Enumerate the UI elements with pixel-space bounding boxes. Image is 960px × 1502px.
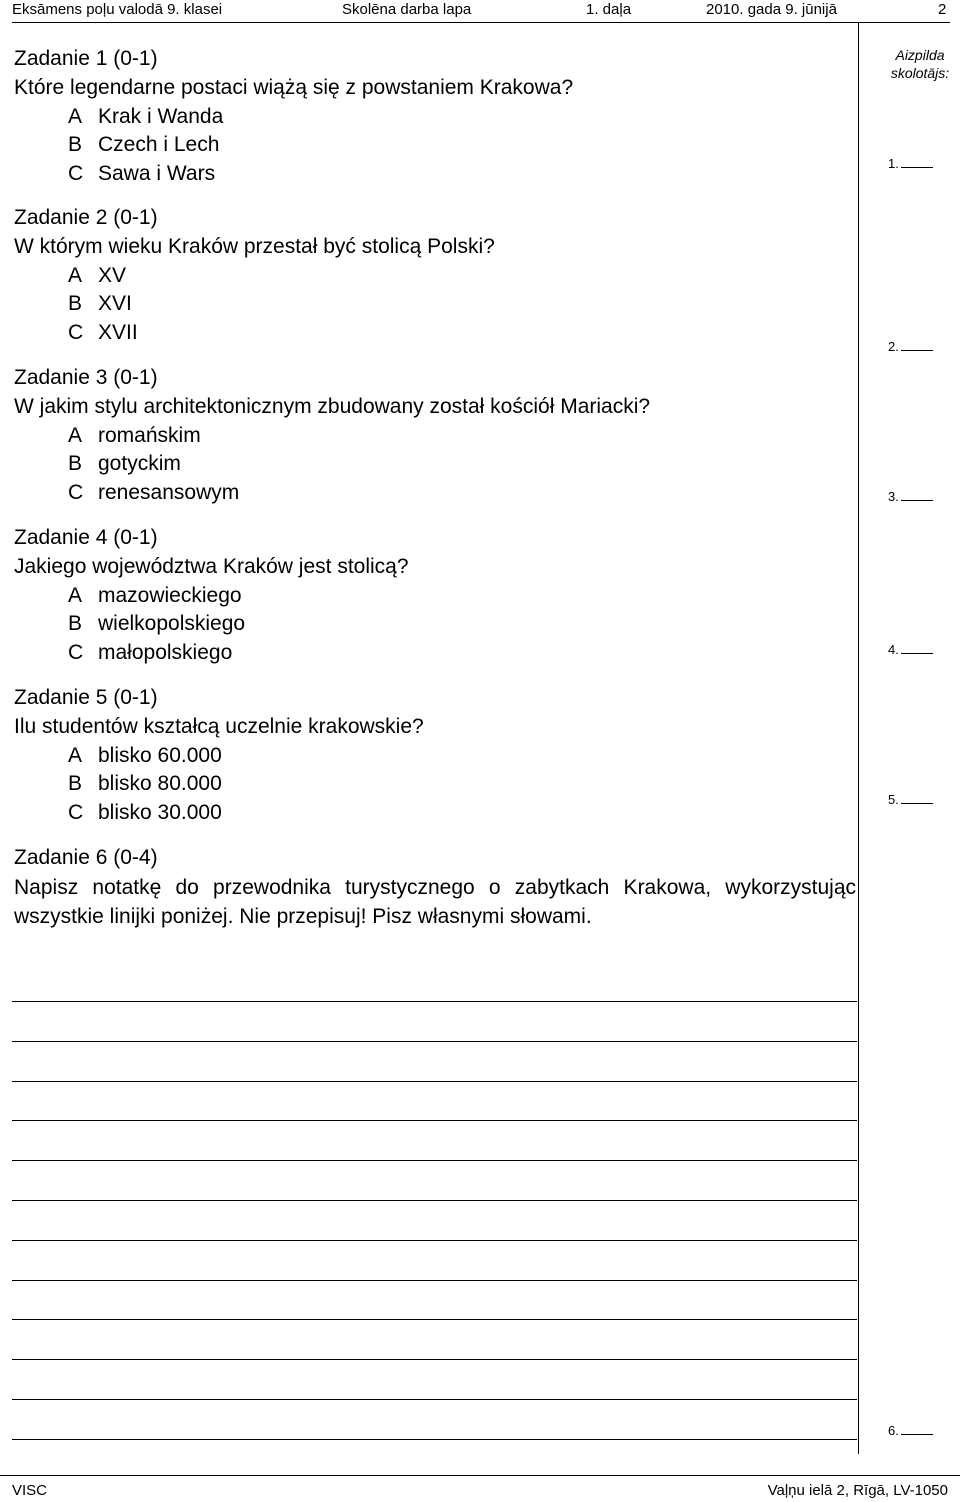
task-question: Jakiego województwa Kraków jest stolicą? [14, 554, 409, 578]
score-slot-5[interactable] [888, 792, 933, 807]
writing-line[interactable] [12, 1041, 857, 1042]
answer-options [68, 103, 858, 189]
task-points: (0-1) [113, 686, 158, 709]
answer-options [68, 582, 858, 668]
task-title [14, 204, 858, 233]
answer-option-b[interactable] [68, 131, 858, 160]
option-letter: B [68, 133, 83, 157]
task-title-label: Zadanie 1 [14, 47, 108, 70]
task-2 [14, 204, 858, 348]
task-points: (0-1) [113, 366, 158, 389]
page-number: 2 [938, 1, 947, 18]
score-slot-1[interactable] [888, 156, 933, 171]
option-letter: C [68, 162, 84, 186]
option-letter: A [68, 423, 83, 447]
answer-option-b[interactable] [68, 610, 858, 639]
score-slot-3[interactable] [888, 489, 933, 504]
score-blank [901, 166, 933, 168]
score-blank [901, 652, 933, 654]
option-text: blisko 30.000 [98, 801, 222, 825]
writing-line[interactable] [12, 1319, 857, 1320]
grader-column-title [870, 46, 960, 82]
option-text: renesansowym [98, 481, 240, 505]
option-text: XVI [98, 292, 132, 316]
answer-option-a[interactable] [68, 742, 858, 771]
task-points: (0-4) [113, 846, 158, 869]
exam-date: 2010. gada 9. jūnijā [706, 1, 837, 18]
option-letter: B [68, 612, 83, 636]
writing-line[interactable] [12, 1200, 857, 1201]
option-text: Czech i Lech [98, 133, 220, 157]
task-points: (0-1) [113, 47, 158, 70]
task-3 [14, 364, 858, 508]
task-title [14, 45, 858, 74]
score-blank [901, 1433, 933, 1435]
writing-line[interactable] [12, 1280, 857, 1281]
task-points: (0-1) [113, 526, 158, 549]
option-text: wielkopolskiego [98, 612, 246, 636]
writing-line[interactable] [12, 1160, 857, 1161]
writing-line[interactable] [12, 1359, 857, 1360]
answer-option-c[interactable] [68, 160, 858, 189]
option-letter: A [68, 583, 83, 607]
task-title-label: Zadanie 4 [14, 526, 108, 549]
option-text: blisko 60.000 [98, 743, 222, 767]
task-6-instruction: Napisz notatkę do przewodnika turystycznego o zabytkach Krakowa, wykorzystując wszystkie linijki poniżej. Nie przepisuj! Pisz własnymi słowami. [14, 876, 856, 928]
answer-option-b[interactable] [68, 450, 858, 479]
score-slot-4[interactable] [888, 642, 933, 657]
task-title [14, 524, 858, 553]
option-letter: C [68, 481, 84, 505]
option-letter: A [68, 743, 83, 767]
grader-title-line1: Aizpilda [895, 47, 945, 63]
option-text: gotyckim [98, 452, 181, 476]
grader-column-divider [858, 22, 859, 1454]
score-blank [901, 802, 933, 804]
task-question: W którym wieku Kraków przestał być stolicą Polski? [14, 234, 495, 258]
option-text: Sawa i Wars [98, 162, 216, 186]
option-letter: B [68, 292, 83, 316]
task-title-label: Zadanie 3 [14, 366, 108, 389]
score-slot-label: 5. [888, 792, 899, 807]
footer-org: VISC [12, 1482, 48, 1499]
task-title-label: Zadanie 5 [14, 686, 108, 709]
option-text: romańskim [98, 423, 201, 447]
score-slot-2[interactable] [888, 339, 933, 354]
page-footer [0, 1475, 960, 1502]
answer-option-a[interactable] [68, 262, 858, 291]
option-text: małopolskiego [98, 641, 233, 665]
score-slot-label: 2. [888, 339, 899, 354]
task-points: (0-1) [113, 206, 158, 229]
answer-options [68, 742, 858, 828]
grader-title-line2: skolotājs: [890, 65, 950, 81]
answer-option-a[interactable] [68, 582, 858, 611]
part-label: 1. daļa [586, 1, 632, 18]
option-letter: C [68, 801, 84, 825]
task-title-label: Zadanie 6 [14, 846, 108, 869]
score-blank [901, 499, 933, 501]
score-slot-label: 1. [888, 156, 899, 171]
score-slot-label: 6. [888, 1423, 899, 1438]
option-text: XVII [98, 321, 138, 345]
option-letter: A [68, 263, 83, 287]
task-title [14, 364, 858, 393]
score-slot-label: 4. [888, 642, 899, 657]
answer-option-c[interactable] [68, 319, 858, 348]
task-title [14, 684, 858, 713]
option-letter: B [68, 452, 83, 476]
writing-line[interactable] [12, 1120, 857, 1121]
task-question: Które legendarne postaci wiążą się z powstaniem Krakowa? [14, 75, 574, 99]
answer-options [68, 422, 858, 508]
option-letter: B [68, 772, 83, 796]
option-text: blisko 80.000 [98, 772, 222, 796]
task-question: Ilu studentów kształcą uczelnie krakowskie? [14, 714, 424, 738]
option-letter: A [68, 104, 83, 128]
answer-option-c[interactable] [68, 479, 858, 508]
task-5 [14, 684, 858, 828]
task-title [14, 844, 858, 873]
option-letter: C [68, 641, 84, 665]
task-1 [14, 45, 858, 189]
option-letter: C [68, 321, 84, 345]
writing-line[interactable] [12, 1240, 857, 1241]
option-text: Krak i Wanda [98, 104, 224, 128]
writing-line[interactable] [12, 1439, 857, 1440]
exam-title: Eksāmens poļu valodā 9. klasei [12, 1, 223, 18]
writing-line[interactable] [12, 1001, 857, 1002]
option-text: mazowieckiego [98, 583, 242, 607]
task-question: W jakim stylu architektonicznym zbudowany został kościół Mariacki? [14, 394, 651, 418]
score-slot-label: 3. [888, 489, 899, 504]
answer-option-c[interactable] [68, 799, 858, 828]
answer-option-b[interactable] [68, 290, 858, 319]
task-6 [14, 844, 858, 873]
writing-line[interactable] [12, 1399, 857, 1400]
sheet-label: Skolēna darba lapa [342, 1, 472, 18]
answer-option-a[interactable] [68, 422, 858, 451]
answer-option-c[interactable] [68, 639, 858, 668]
score-blank [901, 349, 933, 351]
task-4 [14, 524, 858, 668]
task-title-label: Zadanie 2 [14, 206, 108, 229]
answer-option-b[interactable] [68, 770, 858, 799]
option-text: XV [98, 263, 127, 287]
answer-option-a[interactable] [68, 103, 858, 132]
writing-line[interactable] [12, 1081, 857, 1082]
answer-options [68, 262, 858, 348]
score-slot-6[interactable] [888, 1423, 933, 1438]
page-header [12, 0, 950, 23]
footer-address: Vaļņu ielā 2, Rīgā, LV-1050 [767, 1482, 948, 1499]
